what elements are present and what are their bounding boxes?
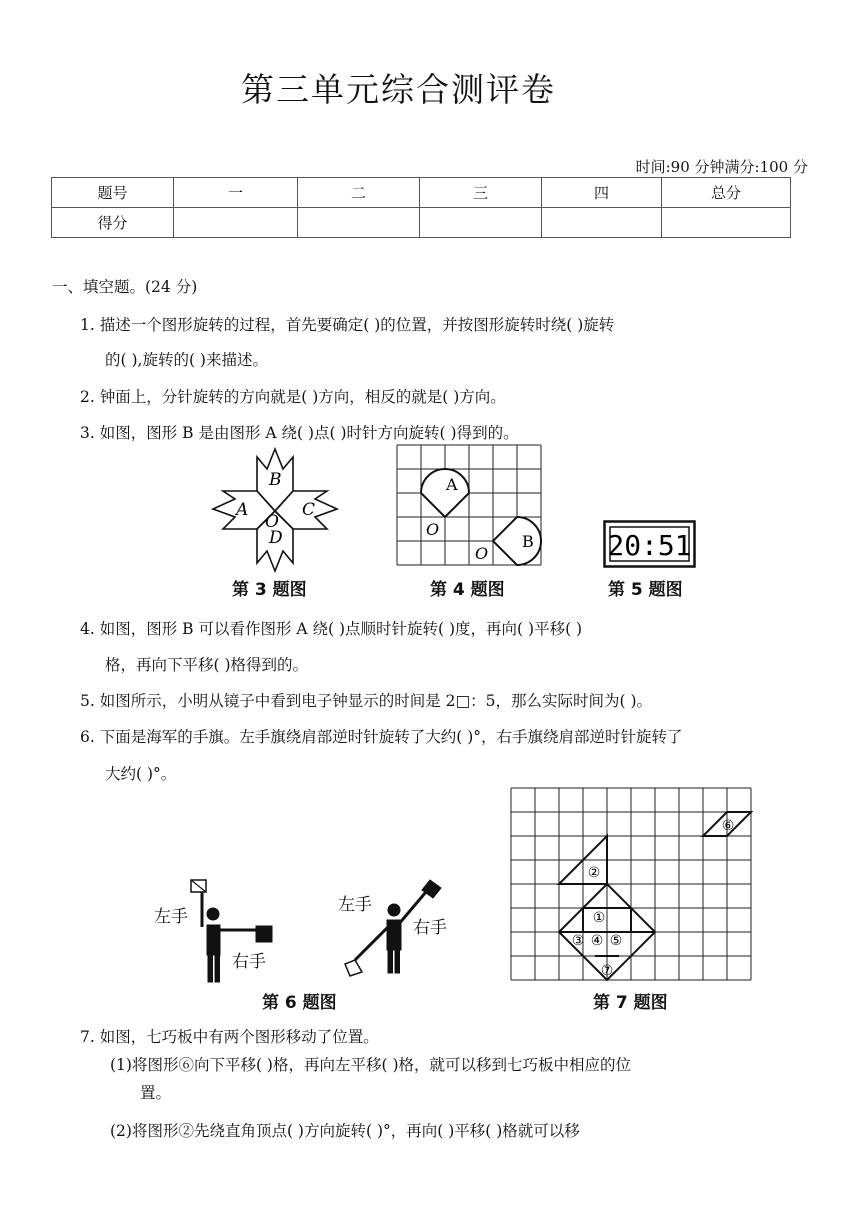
table-header-cell: 四: [542, 178, 662, 208]
figure-3-label: B: [269, 470, 282, 490]
tangram-label: ⑥: [721, 818, 735, 834]
figure-5-clock: [603, 520, 697, 570]
question-3: 3. 如图，图形 B 是由图形 A 绕( )点( )时针方向旋转( )得到的。: [80, 424, 519, 442]
question-4-cont: 格，再向下平移( )格得到的。: [105, 656, 309, 674]
score-table: [51, 177, 791, 238]
question-7-1-cont: 置。: [140, 1084, 172, 1102]
figure-4-grid: [395, 443, 545, 571]
figure-4-label: B: [522, 532, 534, 551]
exam-meta: 时间:90 分钟满分:100 分: [635, 158, 808, 176]
figure-4-label: A: [446, 475, 458, 494]
figure-7-tangram: [508, 785, 756, 985]
section-heading: 一、填空题。(24 分): [52, 278, 198, 296]
score-cell[interactable]: [542, 208, 662, 238]
score-cell[interactable]: [174, 208, 298, 238]
figure-6-flags: [150, 872, 460, 990]
question-7-1: (1)将图形⑥向下平移( )格，再向左平移( )格，就可以移到七巧板中相应的位: [110, 1056, 632, 1074]
question-4: 4. 如图，图形 B 可以看作图形 A 绕( )点顺时针旋转( )度，再向( )平移( ): [80, 620, 583, 638]
figure-6-caption: 第 6 题图: [262, 993, 337, 1013]
tangram-label: ⑤: [609, 933, 623, 949]
figure-4-caption: 第 4 题图: [430, 580, 505, 600]
tangram-label: ②: [587, 865, 601, 881]
question-6: 6. 下面是海军的手旗。左手旗绕肩部逆时针旋转了大约( )°，右手旗绕肩部逆时针旋转了: [80, 728, 683, 746]
figure-5-caption: 第 5 题图: [608, 580, 683, 600]
figure-6-label: 左手: [154, 907, 188, 927]
question-2: 2. 钟面上，分针旋转的方向就是( )方向，相反的就是( )方向。: [80, 388, 506, 406]
figure-3-label: O: [265, 512, 279, 532]
table-header-row: [52, 178, 791, 208]
table-row-label: 得分: [52, 208, 174, 238]
table-header-cell: 二: [298, 178, 420, 208]
table-header-cell: 一: [174, 178, 298, 208]
figure-6-label: 左手: [338, 895, 372, 915]
figure-6-label: 右手: [413, 918, 447, 938]
question-1: 1. 描述一个图形旋转的过程，首先要确定( )的位置，并按图形旋转时绕( )旋转: [80, 316, 615, 334]
figure-3-caption: 第 3 题图: [232, 580, 307, 600]
table-header-cell: 三: [420, 178, 542, 208]
figure-4-label: O: [426, 520, 440, 539]
clock-display: 20:51: [607, 529, 692, 562]
page-title: 第三单元综合测评卷: [241, 70, 556, 109]
figure-3-label: A: [236, 500, 249, 520]
question-7: 7. 如图，七巧板中有两个图形移动了位置。: [80, 1028, 379, 1046]
figure-7-caption: 第 7 题图: [593, 993, 668, 1013]
figure-3-label: D: [269, 528, 283, 548]
question-1-cont: 的( ),旋转的( )来描述。: [105, 351, 268, 369]
tangram-label: ③: [571, 933, 585, 949]
question-7-2: (2)将图形②先绕直角顶点( )方向旋转( )°，再向( )平移( )格就可以移: [110, 1122, 580, 1140]
question-6-cont: 大约( )°。: [105, 765, 177, 783]
score-cell[interactable]: [662, 208, 791, 238]
figure-6-label: 右手: [232, 952, 266, 972]
table-header-cell: 总分: [662, 178, 791, 208]
figure-4-label: O: [475, 544, 489, 563]
tangram-label: ①: [592, 910, 606, 926]
tangram-label: ⑦: [600, 963, 614, 979]
figure-3-label: C: [302, 500, 316, 520]
table-header-cell: 题号: [52, 178, 174, 208]
tangram-label: ④: [590, 933, 604, 949]
question-5: 5. 如图所示，小明从镜子中看到电子钟显示的时间是 2□：5，那么实际时间为( )。: [80, 692, 653, 710]
score-cell[interactable]: [298, 208, 420, 238]
table-score-row: [52, 208, 791, 238]
figure-3-star: [205, 445, 345, 580]
score-cell[interactable]: [420, 208, 542, 238]
